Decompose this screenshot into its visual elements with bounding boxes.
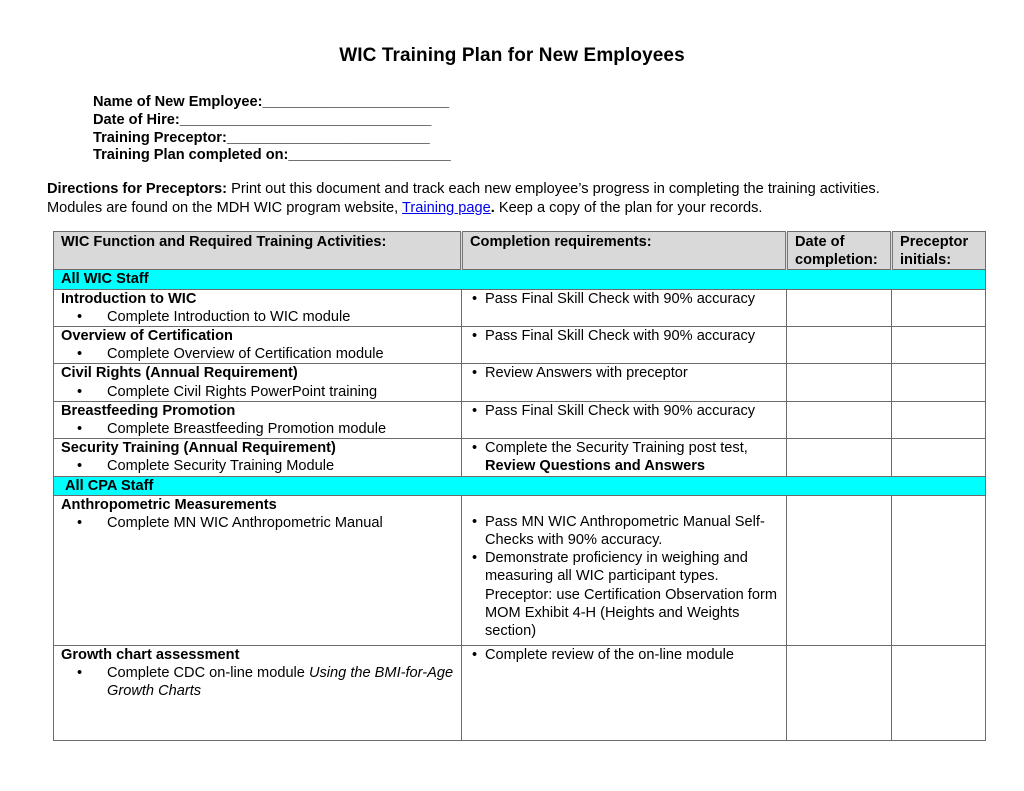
requirement-item: • Review Answers with preceptor (485, 364, 779, 382)
function-cell (54, 289, 462, 326)
function-title: Introduction to WIC (61, 290, 197, 307)
date-of-completion-cell[interactable] (787, 364, 892, 401)
function-cell (54, 439, 462, 476)
directions-label: Directions for Preceptors: (47, 181, 228, 197)
field-label: Date of Hire: (93, 111, 180, 128)
field-label: Training Preceptor: (93, 129, 227, 146)
requirements-cell (462, 439, 787, 476)
table-header-row (54, 232, 986, 270)
field-label: Name of New Employee: (93, 94, 263, 110)
date-of-completion-cell[interactable] (787, 645, 892, 740)
requirements-cell (462, 401, 787, 438)
field-date-of-hire[interactable] (93, 112, 451, 130)
requirement-item: • Pass Final Skill Check with 90% accuracy (485, 402, 779, 420)
preceptor-initials-cell[interactable] (892, 645, 986, 740)
table-row (54, 439, 986, 476)
header-completion-requirements: Completion requirements: (462, 232, 787, 270)
activity-item (107, 664, 454, 700)
field-training-preceptor[interactable] (93, 130, 451, 148)
activity-text: Complete CDC on-line module (107, 665, 309, 682)
function-cell (54, 327, 462, 364)
field-blank: _______________________________ (179, 111, 432, 128)
field-blank: ____________________ (288, 147, 451, 164)
preceptor-initials-cell[interactable] (892, 439, 986, 476)
requirement-item (485, 439, 779, 475)
header-date-of-completion: Date of completion: (787, 232, 892, 270)
field-blank: _________________________ (226, 129, 430, 146)
table-row (54, 401, 986, 438)
section-row-all-cpa-staff (54, 476, 986, 495)
activity-item: • Complete Introduction to WIC module (107, 308, 454, 326)
preceptor-initials-cell[interactable] (892, 327, 986, 364)
field-training-plan-completed-on[interactable] (93, 147, 451, 165)
preceptor-initials-cell[interactable] (892, 401, 986, 438)
date-of-completion-cell[interactable] (787, 327, 892, 364)
function-title: Security Training (Annual Requirement) (61, 440, 336, 457)
header-preceptor-initials: Preceptor initials: (892, 232, 986, 270)
directions-text: Print out this document and track each new employee’s progress in completing the training activities. Modules are found on the MDH WIC program website, (47, 181, 880, 216)
activity-item: • Complete Overview of Certification module (107, 345, 454, 363)
function-title: Anthropometric Measurements (61, 496, 277, 513)
link-trailing-period: . (490, 199, 495, 216)
function-title: Growth chart assessment (61, 646, 240, 663)
date-of-completion-cell[interactable] (787, 289, 892, 326)
requirements-cell (462, 495, 787, 645)
requirement-bold-text: Review Questions and Answers (485, 458, 706, 475)
section-label: All CPA Staff (54, 476, 986, 495)
table-row (54, 645, 986, 740)
requirement-text: Complete the Security Training post test, (485, 440, 748, 457)
requirements-cell (462, 289, 787, 326)
requirements-cell (462, 645, 787, 740)
requirement-item: • Demonstrate proficiency in weighing and measuring all WIC participant types. Preceptor: use Certification Observation form MOM Exhibit 4-H (Heights and Weights section) (485, 549, 779, 640)
directions-text-end: Keep a copy of the plan for your records. (494, 199, 763, 216)
employee-info-fields (93, 94, 451, 165)
requirement-item: • Pass Final Skill Check with 90% accuracy (485, 290, 779, 308)
requirement-item: • Pass MN WIC Anthropometric Manual Self-Checks with 90% accuracy. (485, 513, 779, 549)
section-label: All WIC Staff (54, 270, 986, 289)
table-row (54, 289, 986, 326)
function-cell (54, 645, 462, 740)
preceptor-initials-cell[interactable] (892, 364, 986, 401)
document-title: WIC Training Plan for New Employees (339, 45, 685, 66)
activity-item: • Complete Civil Rights PowerPoint training (107, 383, 454, 401)
directions-paragraph (47, 180, 907, 217)
section-row-all-wic-staff (54, 270, 986, 289)
field-blank: _______________________ (262, 94, 450, 110)
date-of-completion-cell[interactable] (787, 401, 892, 438)
function-title: Civil Rights (Annual Requirement) (61, 365, 298, 382)
function-cell (54, 495, 462, 645)
function-cell (54, 364, 462, 401)
preceptor-initials-cell[interactable] (892, 289, 986, 326)
function-cell (54, 401, 462, 438)
training-page-link[interactable]: Training page (402, 199, 491, 216)
activity-module-title: Using the BMI-for-Age Growth Charts (107, 665, 454, 700)
training-plan-table (53, 231, 986, 741)
activity-item: • Complete Breastfeeding Promotion module (107, 420, 454, 438)
table-row (54, 364, 986, 401)
activity-item: • Complete MN WIC Anthropometric Manual (107, 514, 454, 532)
field-label: Training Plan completed on: (93, 147, 289, 164)
function-title: Overview of Certification (61, 328, 233, 345)
requirements-cell (462, 327, 787, 364)
preceptor-initials-cell[interactable] (892, 495, 986, 645)
table-row (54, 495, 986, 645)
table-row (54, 327, 986, 364)
requirement-item: • Complete review of the on-line module (485, 646, 779, 664)
activity-item: • Complete Security Training Module (107, 457, 454, 475)
date-of-completion-cell[interactable] (787, 439, 892, 476)
header-function: WIC Function and Required Training Activities: (54, 232, 462, 270)
requirement-item: • Pass Final Skill Check with 90% accuracy (485, 327, 779, 345)
requirements-cell (462, 364, 787, 401)
date-of-completion-cell[interactable] (787, 495, 892, 645)
function-title: Breastfeeding Promotion (61, 402, 236, 419)
field-name-of-new-employee[interactable] (93, 94, 451, 112)
